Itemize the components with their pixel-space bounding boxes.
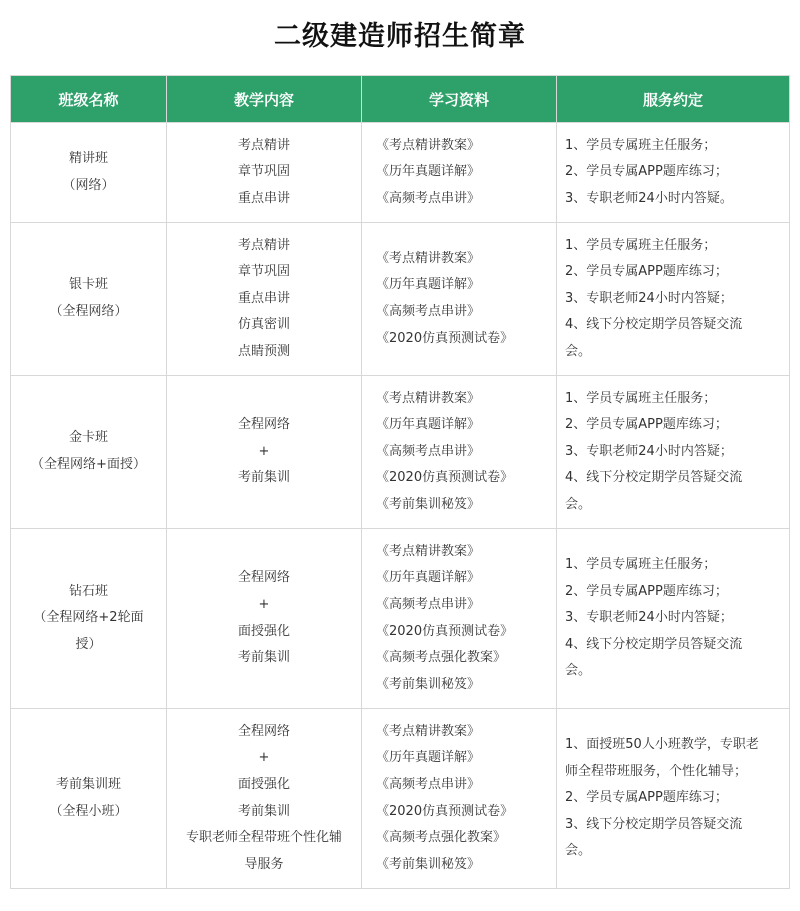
cell-line: 2、学员专属APP题库练习； [565,164,728,180]
class-name-cell [11,123,167,223]
cell-line: 全程网络 [237,570,290,586]
cell-line: 章节巩固 [237,164,290,180]
cell-line: 钻石班 [68,583,108,599]
cell-line: 考前集训 [237,650,290,666]
enrollment-table [10,75,790,889]
cell-line: 3、专职老师24小时内答疑； [565,290,733,306]
cell-line: 《考点精讲教案》 [376,250,481,266]
cell-line: 3、专职老师24小时内答疑； [565,443,733,459]
cell-line: 1、学员专属班主任服务； [565,390,717,406]
cell-line: 面授强化 [237,776,290,792]
cell-line: 《历年真题详解》 [376,164,481,180]
cell-line: 仿真密训 [237,317,290,333]
cell-line: 重点串讲 [237,290,290,306]
cell-line: 《考点精讲教案》 [376,390,481,406]
cell-line: 1、学员专属班主任服务； [565,557,717,573]
cell-line: 《历年真题详解》 [376,570,481,586]
cell-line: 《高频考点串讲》 [376,190,481,206]
header-class-name: 班级名称 [11,76,167,123]
cell-line: 《2020仿真预测试卷》 [376,330,514,346]
cell-line: 考前集训 [237,803,290,819]
study-materials-cell [362,223,557,376]
cell-line: 章节巩固 [237,264,290,280]
study-materials-cell [362,709,557,889]
cell-line: + [258,443,270,459]
cell-line: 《考前集训秘笈》 [376,856,481,872]
cell-line: 面授强化 [237,623,290,639]
teaching-content-cell [167,529,362,709]
cell-line: 2、学员专属APP题库练习； [565,583,728,599]
header-service-terms: 服务约定 [557,76,790,123]
cell-line: 《考点精讲教案》 [376,723,481,739]
cell-line: + [258,750,270,766]
class-name-cell [11,529,167,709]
cell-line: 重点串讲 [237,190,290,206]
cell-line: （全程网络+面授） [31,457,146,472]
cell-line: 《考前集训秘笈》 [376,676,481,692]
cell-line: 《高频考点强化教案》 [376,650,507,666]
cell-line: 4、线下分校定期学员答疑交流 [565,470,743,486]
study-materials-cell [362,376,557,529]
cell-line: 《高频考点串讲》 [376,443,481,459]
table-row [11,376,790,529]
cell-line: （全程网络） [49,304,128,319]
cell-line: 3、线下分校定期学员答疑交流 [565,816,743,832]
cell-line: 《考点精讲教案》 [376,543,481,559]
cell-line: 2、学员专属APP题库练习； [565,264,728,280]
table-row [11,223,790,376]
cell-line: + [258,596,270,612]
cell-line: 《高频考点串讲》 [376,776,481,792]
cell-line: 《历年真题详解》 [376,417,481,433]
cell-line: 4、线下分校定期学员答疑交流 [565,636,743,652]
service-terms-cell [557,529,790,709]
class-name-cell [11,709,167,889]
cell-line: 考前集训班 [55,776,121,792]
cell-line: 《考点精讲教案》 [376,137,481,153]
cell-line: 师全程带班服务，个性化辅导； [565,763,748,779]
cell-line: 会。 [565,343,592,359]
cell-line: 会。 [565,843,592,859]
cell-line: 3、专职老师24小时内答疑。 [565,190,733,206]
cell-line: （网络） [62,177,115,193]
cell-line: 全程网络 [237,723,290,739]
service-terms-cell [557,223,790,376]
cell-line: 考点精讲 [237,237,290,253]
class-name-cell [11,376,167,529]
cell-line: 1、学员专属班主任服务； [565,237,717,253]
cell-line: 导服务 [244,856,284,872]
table-body [11,123,790,889]
teaching-content-cell [167,123,362,223]
service-terms-cell [557,123,790,223]
cell-line: 3、专职老师24小时内答疑； [565,610,733,626]
study-materials-cell [362,123,557,223]
cell-line: 金卡班 [68,430,108,446]
cell-line: 考前集训 [237,470,290,486]
cell-line: 会。 [565,496,592,512]
table-header-row [11,76,790,123]
teaching-content-cell [167,376,362,529]
cell-line: 《历年真题详解》 [376,277,481,293]
header-teaching-content: 教学内容 [167,76,362,123]
class-name-cell [11,223,167,376]
service-terms-cell [557,376,790,529]
header-study-materials: 学习资料 [362,76,557,123]
cell-line: 点睛预测 [237,343,290,359]
cell-line: 《高频考点串讲》 [376,596,481,612]
cell-line: 《历年真题详解》 [376,750,481,766]
cell-line: 精讲班 [68,150,108,166]
study-materials-cell [362,529,557,709]
cell-line: 1、面授班50人小班教学，专职老 [565,737,759,753]
cell-line: 授） [75,636,102,652]
cell-line: 《考前集训秘笈》 [376,496,481,512]
cell-line: 1、学员专属班主任服务； [565,137,717,153]
cell-line: 《高频考点强化教案》 [376,830,507,846]
cell-line: 4、线下分校定期学员答疑交流 [565,317,743,333]
cell-line: 考点精讲 [237,137,290,153]
cell-line: 全程网络 [237,417,290,433]
cell-line: 《2020仿真预测试卷》 [376,470,514,486]
cell-line: 《高频考点串讲》 [376,304,481,319]
table-row [11,123,790,223]
cell-line: 银卡班 [68,277,108,293]
cell-line: 2、学员专属APP题库练习； [565,417,728,433]
service-terms-cell [557,709,790,889]
table-row [11,709,790,889]
teaching-content-cell [167,709,362,889]
cell-line: （全程小班） [49,803,128,819]
cell-line: 2、学员专属APP题库练习； [565,790,728,806]
teaching-content-cell [167,223,362,376]
cell-line: 会。 [565,663,592,679]
cell-line: 《2020仿真预测试卷》 [376,623,514,639]
cell-line: （全程网络+2轮面 [33,610,144,626]
cell-line: 《2020仿真预测试卷》 [376,803,514,819]
cell-line: 专职老师全程带班个性化辅 [185,830,342,846]
page-title: 二级建造师招生简章 [274,21,526,52]
table-row [11,529,790,709]
